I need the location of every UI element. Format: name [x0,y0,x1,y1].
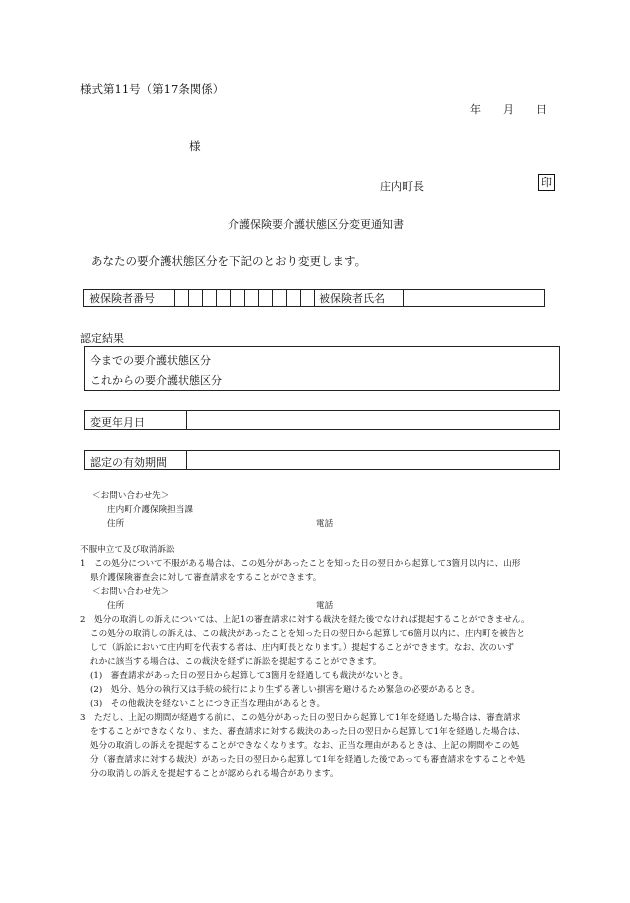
digit-cell [301,290,315,307]
digit-cell [203,290,217,307]
result-heading: 認定結果 [80,332,124,345]
divider [186,451,187,469]
appeal-address-label: 住所 [107,601,125,611]
appeal-item3-cont: 処分の取消しの訴えを提起することができなくなります。なお、正当な理由があるときは、上記の期間やこの処 [90,741,520,751]
insured-name-cell [404,290,545,307]
digit-cell [273,290,287,307]
appeal-item2-cont: この処分の取消しの訴えは、この裁決があったことを知った日の翌日から起算して6箇月以内に、庄内町を被告と [90,629,526,639]
appeal-item3: 3 ただし、上記の期間が経過する前に、この処分があった日の翌日から起算して1年を経過した場合は、審査請求 [80,713,521,723]
digit-cell [217,290,231,307]
change-date-label: 変更年月日 [90,416,145,429]
digit-cell [259,290,273,307]
digit-cell [175,290,189,307]
intro-text: あなたの要介護状態区分を下記のとおり変更します。 [91,254,367,268]
divider [186,411,187,429]
insured-number-label: 被保険者番号 [84,290,175,307]
digit-cell [231,290,245,307]
contact-dept: 庄内町介護保険担当課 [107,505,193,515]
appeal-item3-cont: 分（審査請求に対する裁決）があった日の翌日から起算して1年を経過した後であっても審査請求をすることや処 [90,755,525,765]
document-title: 介護保険要介護状態区分変更通知書 [228,218,404,231]
appeal-item1-cont: 県介護保険審査会に対して審査請求をすることができます。 [90,573,322,583]
digit-cell [189,290,203,307]
appeal-item1: 1 この処分について不服がある場合は、この処分があったことを知った日の翌日から起算して3箇月以内に、山形 [80,559,521,569]
validity-label: 認定の有効期間 [90,456,167,469]
appeal-phone-label: 電話 [316,601,334,611]
result-box [84,346,560,391]
new-level-label: これからの要介護状態区分 [90,374,222,387]
appeal-contact-heading: ＜お問い合わせ先＞ [92,587,170,597]
appeal-item2-cont: れかに該当する場合は、この裁決を経ずに訴訟を提起することができます。 [90,657,382,667]
date-line: 年 月 日 [470,103,547,116]
insured-table [83,289,545,307]
addressee-suffix: 様 [189,139,201,153]
digit-cell [287,290,301,307]
insured-name-label: 被保険者氏名 [315,290,404,307]
validity-row [84,450,560,470]
seal-mark: 印 [538,174,555,191]
appeal-sub2: (2) 処分、処分の執行又は手続の続行により生ずる著しい損害を避けるため緊急の必要があるとき。 [90,685,480,695]
contact-heading: ＜お問い合わせ先＞ [92,491,170,501]
appeal-item3-cont: 分の取消しの訴えを提起することが認められる場合があります。 [90,769,339,779]
form-number: 様式第11号（第17条関係） [80,82,225,96]
appeal-item2: 2 処分の取消しの訴えについては、上記1の審査請求に対する裁決を経た後でなければ提起することができません。 [80,615,530,625]
change-date-row [84,410,560,430]
contact-address-label: 住所 [107,519,125,529]
appeal-item3-cont: をすることができなくなり、また、審査請求に対する裁決のあった日の翌日から起算して1年を経過した場合は、 [90,727,526,737]
contact-phone-label: 電話 [316,519,334,529]
appeal-sub3: (3) その他裁決を経ないことにつき正当な理由があるとき。 [90,699,326,709]
digit-cell [245,290,259,307]
issuer: 庄内町長 [380,180,424,193]
appeal-heading: 不服申立て及び取消訴訟 [80,545,175,555]
appeal-item2-cont: して（訴訟において庄内町を代表する者は、庄内町長となります。）提起することができます。なお、次のいず [90,643,515,653]
appeal-sub1: (1) 審査請求があった日の翌日から起算して3箇月を経過しても裁決がないとき。 [90,671,408,681]
previous-level-label: 今までの要介護状態区分 [90,354,211,367]
